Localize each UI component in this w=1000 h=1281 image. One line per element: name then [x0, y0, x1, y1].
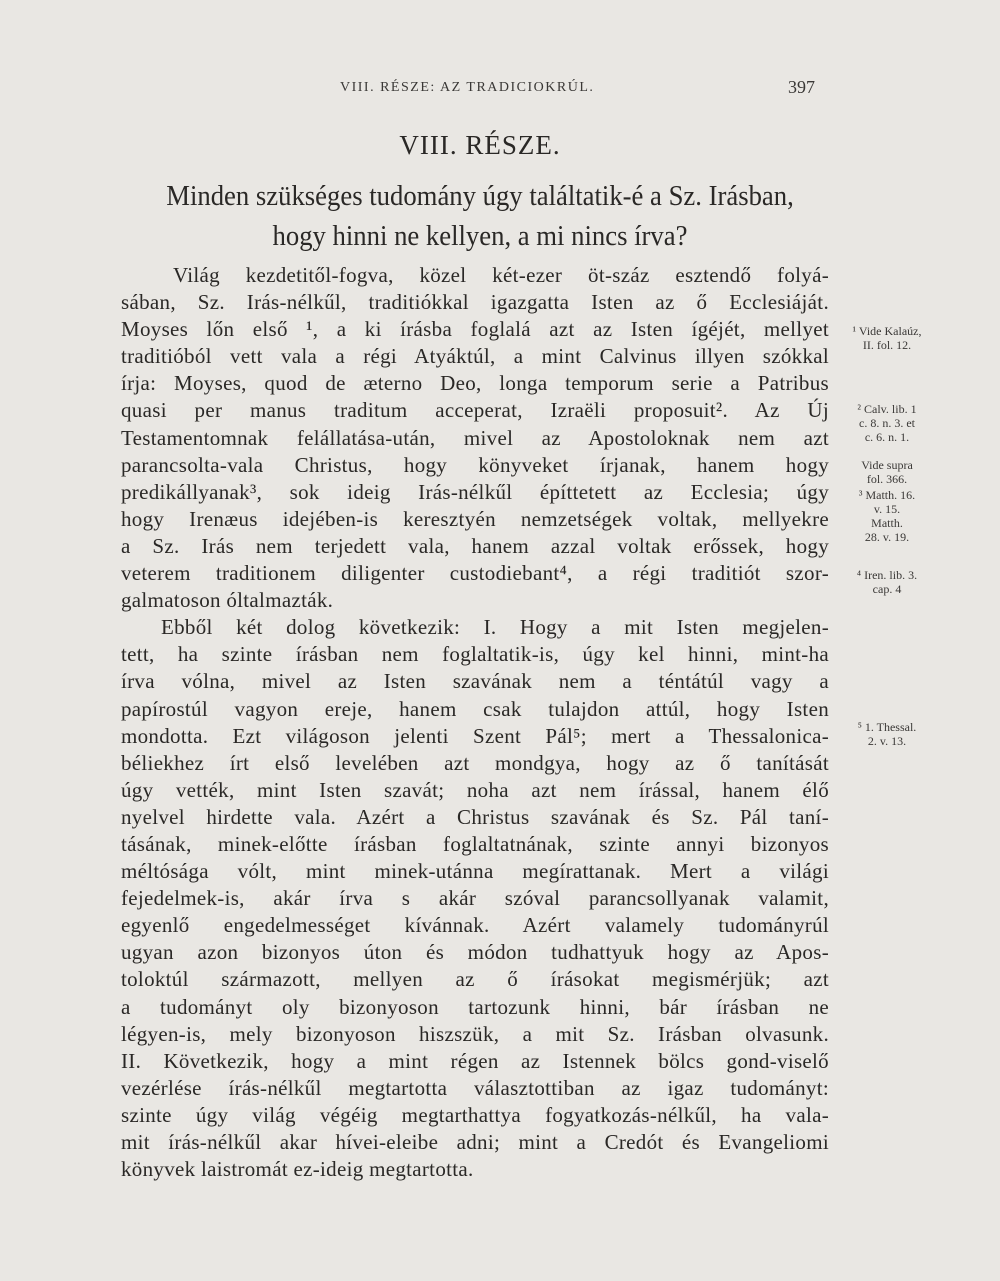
- text-line: predikállyanak³, sok ideig Irás-nélkűl építtetett az Ecclesia; úgy: [121, 479, 829, 504]
- text-line: írva vólna, mivel az Isten szavának nem a téntátúl vagy a: [121, 669, 829, 694]
- text-line: méltósága vólt, mint minek-utánna megírattanak. Mert a világi: [121, 859, 829, 884]
- text-line: traditióból vett vala a régi Atyáktúl, a mint Calvinus illyen szókkal: [121, 344, 829, 369]
- text-line: légyen-is, mely bizonyoson hiszszük, a mit Sz. Irásban olvasunk.: [121, 1021, 829, 1046]
- text-line: mondotta. Ezt világoson jelenti Szent Pál⁵; mert a Thessalonica-: [121, 723, 829, 748]
- text-line: papírostúl vagyon ereje, hanem csak tulajdon attúl, hogy Isten: [121, 696, 829, 721]
- page-number: 397: [788, 77, 815, 97]
- chapter-headline: [38, 176, 921, 256]
- text-line: veterem traditionem diligenter custodiebant⁴, a régi traditiót szor-: [121, 561, 829, 586]
- margin-note: ⁴ Iren. lib. 3. cap. 4: [856, 568, 918, 596]
- text-line: hogy Irenæus idejében-is keresztyén nemzetségek voltak, mellyekre: [121, 506, 829, 531]
- text-line: tásának, minek-előtte írásban foglaltatnának, szinte annyi bizonyos: [121, 831, 829, 856]
- text-line: írja: Moyses, quod de æterno Deo, longa temporum serie a Patribus: [121, 371, 829, 396]
- margin-note: ² Calv. lib. 1 c. 8. n. 3. et c. 6. n. 1.: [857, 402, 917, 444]
- text-line: mit írás-nélkűl akar hívei-eleibe adni; mint a Credót és Evangeliomi: [121, 1130, 829, 1154]
- margin-note: Vide supra fol. 366.: [861, 458, 913, 486]
- text-line: quasi per manus traditum acceperat, Izraëli proposuit². Az Új: [121, 398, 829, 423]
- chapter-title: VIII. RÉSZE.: [399, 130, 561, 160]
- text-line: II. Következik, hogy a mint régen az Istennek bölcs gond-viselő: [121, 1048, 829, 1073]
- text-line: úgy vették, mint Isten szavát; noha azt nem írással, hanem élő: [121, 777, 829, 802]
- text-line: Moyses lőn első ¹, a ki írásba foglalá azt az Isten ígéjét, mellyet: [121, 317, 829, 342]
- margin-note: ⁵ 1. Thessal. 2. v. 13.: [857, 720, 917, 748]
- text-line: könyvek laistromát ez-ideig megtartotta.: [121, 1157, 474, 1182]
- text-line: galmatoson óltalmazták.: [121, 588, 334, 613]
- text-line: Világ kezdetitől-fogva, közel két-ezer öt-száz esztendő folyá-: [173, 263, 829, 287]
- margin-note: ³ Matth. 16. v. 15. Matth. 28. v. 19.: [858, 488, 916, 544]
- text-line: nyelvel hirdette vala. Azért a Christus szavának és Sz. Pál taní-: [121, 804, 829, 829]
- text-line: sában, Sz. Irás-nélkűl, traditiókkal igazgatta Isten az ő Ecclesiáját.: [121, 290, 829, 315]
- text-line: tett, ha szinte írásban nem foglaltatik-is, úgy kel hinni, mint-ha: [121, 642, 829, 667]
- running-head: VIII. RÉSZE: AZ TRADICIOKRÚL.: [340, 80, 595, 95]
- text-line: parancsolta-vala Christus, hogy könyveket írjanak, hanem hogy: [121, 452, 829, 477]
- text-line: vezérlése írás-nélkűl megtartotta választottiban az igaz tudományt:: [121, 1075, 829, 1100]
- text-line: szinte úgy világ végéig megtarthattya fogyatkozás-nélkűl, ha vala-: [121, 1102, 829, 1127]
- text-line: a Sz. Irás nem terjedett vala, hanem azzal voltak erőssek, hogy: [121, 533, 829, 558]
- margin-note: ¹ Vide Kalaúz, II. fol. 12.: [852, 324, 922, 352]
- text-line: Ebből két dolog következik: I. Hogy a mit Isten megjelen-: [161, 615, 829, 640]
- text-line: egyenlő engedelmességet kívánnak. Azért valamely tudományrúl: [121, 913, 829, 938]
- text-line: a tudományt oly bizonyoson tartozunk hinni, bár írásban ne: [121, 994, 829, 1019]
- text-line: toloktúl származott, mellyen az ő írásokat megismérjük; azt: [121, 967, 829, 992]
- body-text: [121, 262, 829, 1183]
- headline-line-2: hogy hinni ne kellyen, a mi nincs írva?: [272, 220, 688, 252]
- text-line: Testamentomnak felállatása-után, mivel az Apostoloknak nem azt: [121, 425, 829, 450]
- text-line: béliekhez írt első levelében azt mondgya, hogy az ő tanítását: [121, 750, 829, 775]
- text-line: fejedelmek-is, akár írva s akár szóval parancsollyanak valamit,: [121, 886, 829, 911]
- text-line: ugyan azon bizonyos úton és módon tudhattyuk hogy az Apos-: [121, 940, 829, 965]
- headline-line-1: Minden szükséges tudomány úgy találtatik-é a Sz. Irásban,: [166, 180, 794, 212]
